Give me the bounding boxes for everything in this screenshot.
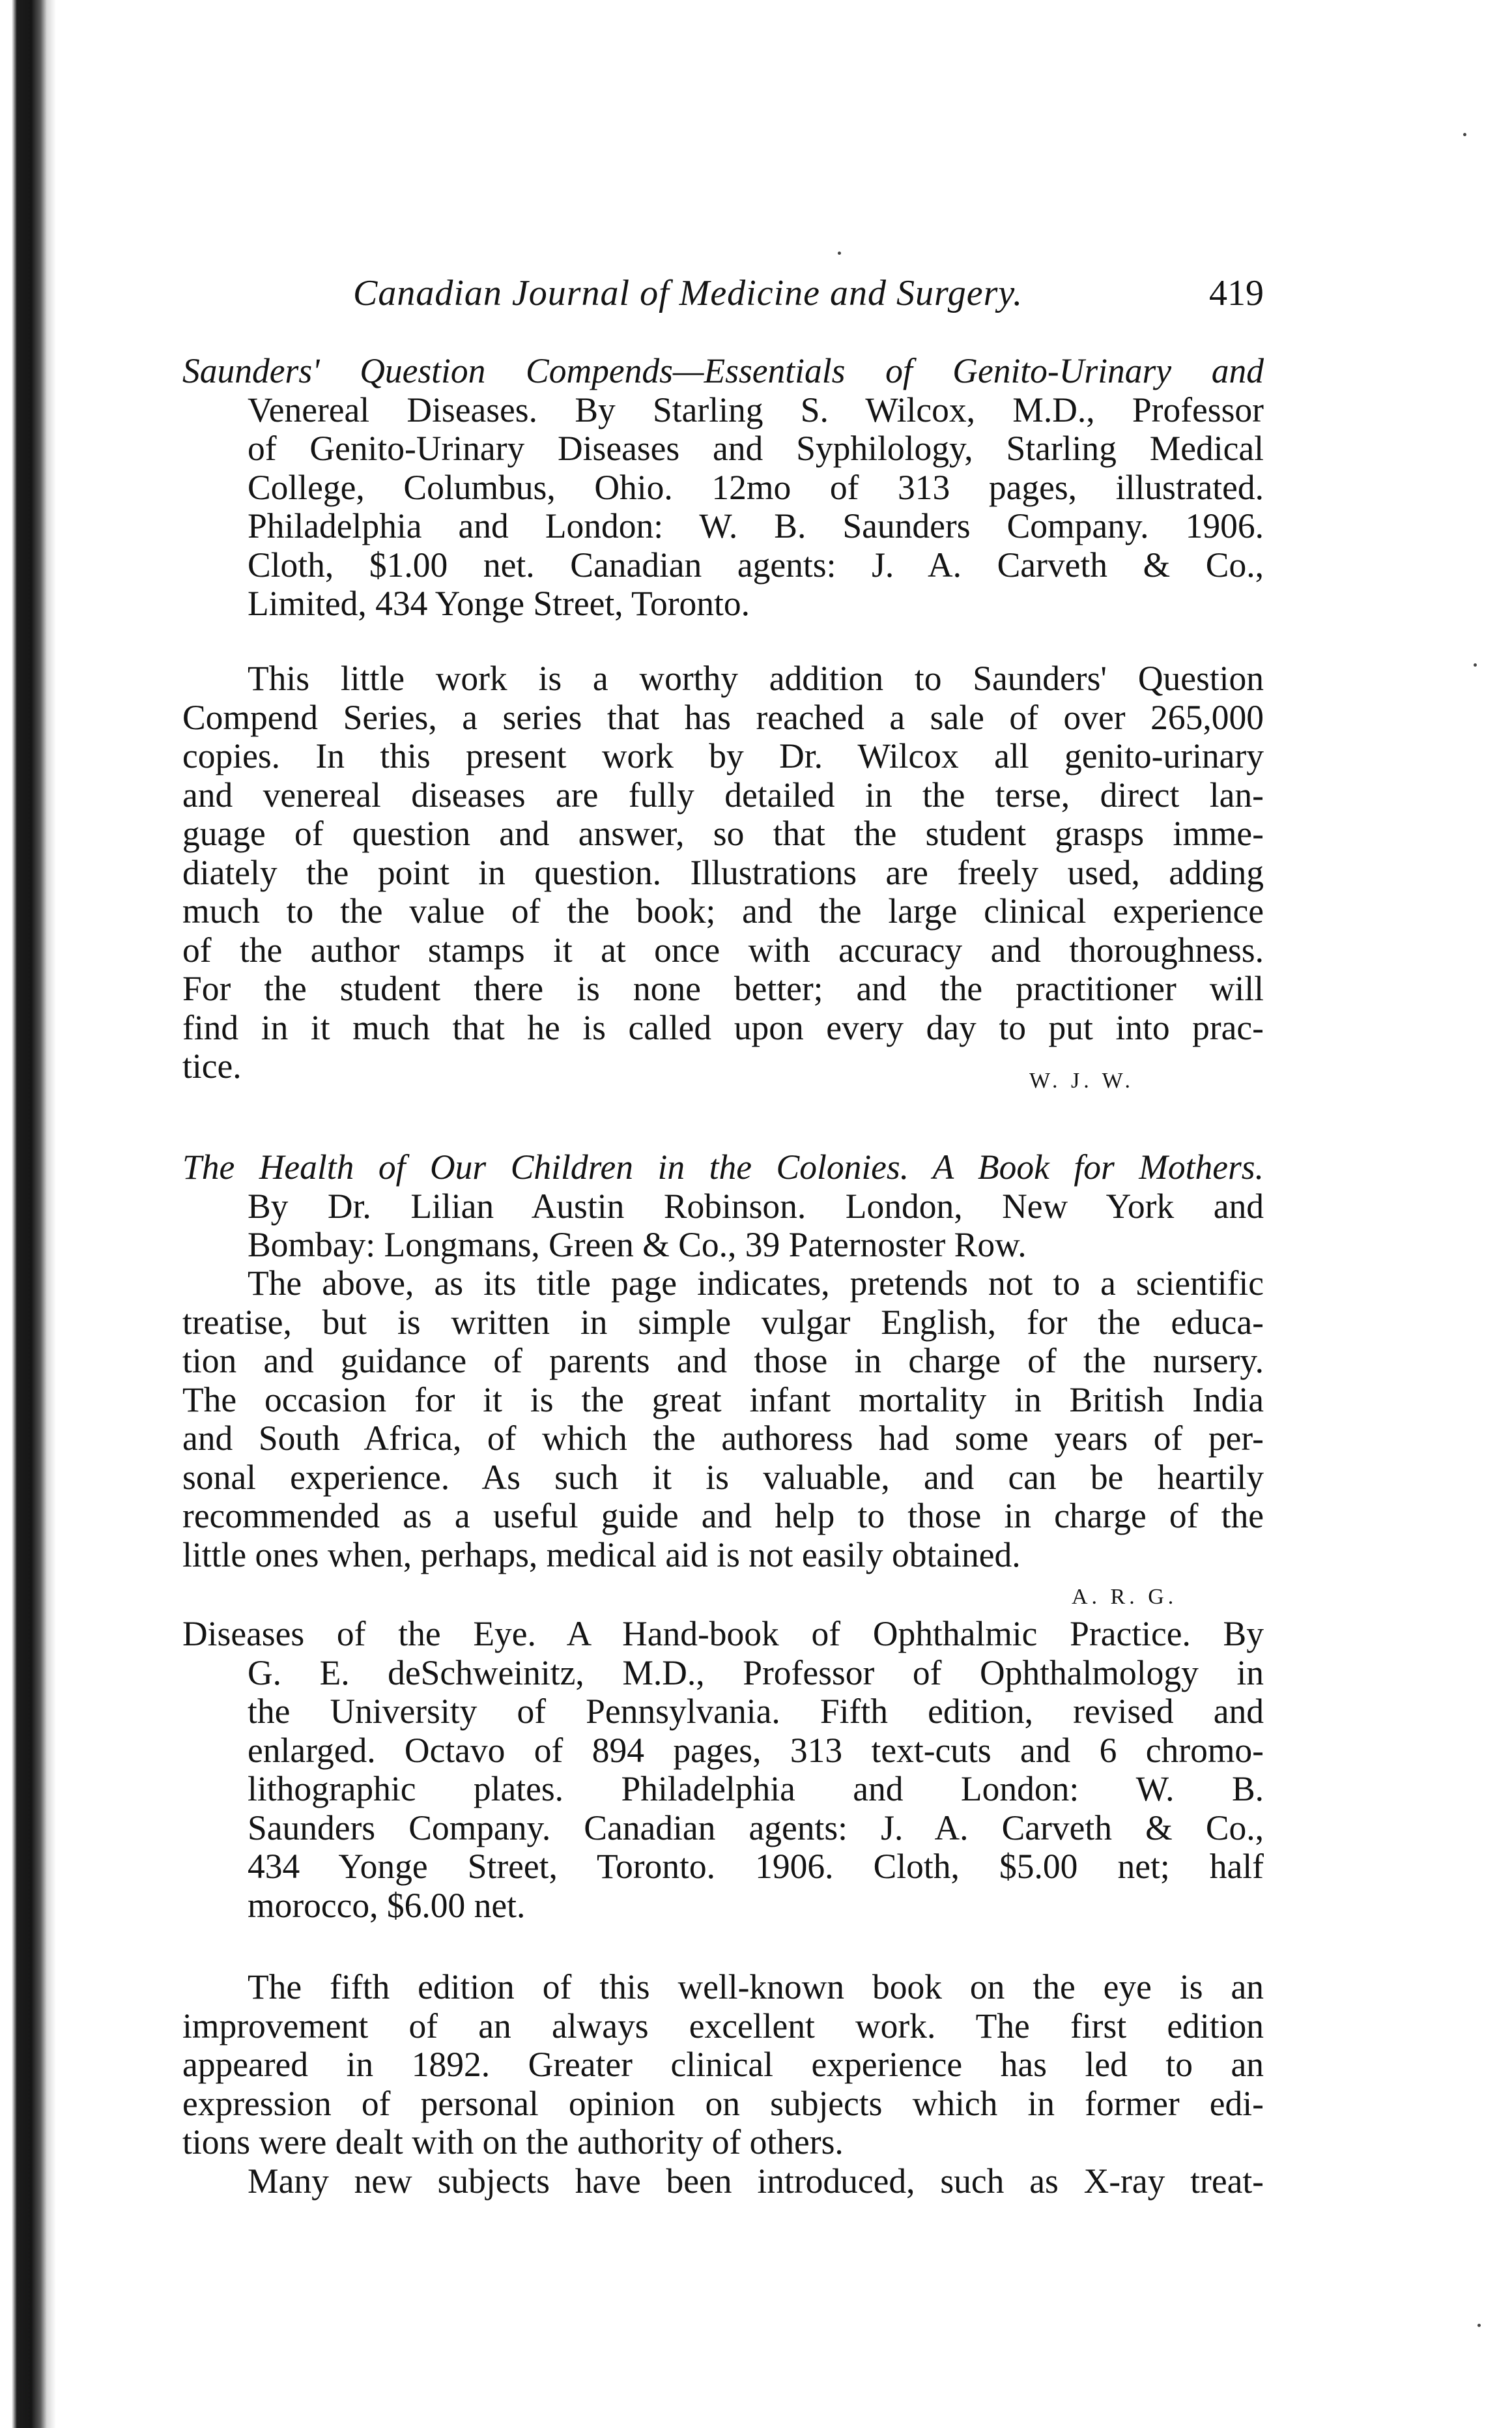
- citation-line: lithographic plates. Philadelphia and London: W. B.: [248, 1769, 1264, 1808]
- scan-speck: [838, 252, 841, 255]
- citation-line: The Health of Our Children in the Colonies. A Book for Mothers.: [182, 1148, 1264, 1187]
- citation-line: the University of Pennsylvania. Fifth edition, revised and: [248, 1692, 1264, 1731]
- body-line: guage of question and answer, so that the student grasps imme-: [182, 814, 1264, 853]
- citation-line: Diseases of the Eye. A Hand-book of Ophthalmic Practice. By: [182, 1614, 1264, 1653]
- body-line: diately the point in question. Illustrations are freely used, adding: [182, 852, 1264, 892]
- review-2-citation: [182, 1148, 1264, 1265]
- review-1-body: [182, 659, 1264, 1086]
- review-1-signature: W. J. W.: [1029, 1069, 1135, 1093]
- body-line: recommended as a useful guide and help to those in charge of the: [182, 1496, 1264, 1535]
- review-2-body: [182, 1264, 1264, 1574]
- body-line: find in it much that he is called upon every day to put into prac-: [182, 1007, 1264, 1047]
- citation-line: Saunders Company. Canadian agents: J. A. Carveth & Co.,: [248, 1808, 1264, 1847]
- citation-line: morocco, $6.00 net.: [248, 1885, 526, 1925]
- body-line: For the student there is none better; and the practitioner will: [182, 969, 1264, 1008]
- citation-line: College, Columbus, Ohio. 12mo of 313 pages, illustrated.: [248, 467, 1264, 507]
- body-line: Compend Series, a series that has reached a sale of over 265,000: [182, 697, 1264, 737]
- review-3-body: [182, 1968, 1264, 2201]
- citation-line: 434 Yonge Street, Toronto. 1906. Cloth, $5.00 net; half: [248, 1847, 1264, 1886]
- body-line: much to the value of the book; and the large clinical experience: [182, 891, 1264, 931]
- body-line: and South Africa, of which the authoress had some years of per-: [182, 1419, 1264, 1458]
- body-line: This little work is a worthy addition to Saunders' Question: [248, 659, 1264, 698]
- citation-line: of Genito-Urinary Diseases and Syphilology, Starling Medical: [248, 429, 1264, 468]
- citation-line: Limited, 434 Yonge Street, Toronto.: [248, 584, 750, 623]
- citation-line: enlarged. Octavo of 894 pages, 313 text-cuts and 6 chromo-: [248, 1730, 1264, 1770]
- citation-line: Philadelphia and London: W. B. Saunders Company. 1906.: [248, 506, 1264, 545]
- body-line: copies. In this present work by Dr. Wilcox all genito-urinary: [182, 736, 1264, 775]
- scan-speck: [1463, 133, 1466, 136]
- page-number: 419: [1209, 273, 1264, 313]
- body-line: and venereal diseases are fully detailed in the terse, direct lan-: [182, 775, 1264, 815]
- body-line: The above, as its title page indicates, pretends not to a scientific: [248, 1264, 1264, 1303]
- body-line: treatise, but is written in simple vulgar English, for the educa-: [182, 1302, 1264, 1342]
- body-line: of the author stamps it at once with accuracy and thoroughness.: [182, 930, 1264, 970]
- body-line: expression of personal opinion on subjects which in former edi-: [182, 2083, 1264, 2123]
- page-header: [182, 272, 1264, 331]
- review-1-citation: [182, 352, 1264, 624]
- body-line: improvement of an always excellent work. The first edition: [182, 2006, 1264, 2045]
- citation-line: Venereal Diseases. By Starling S. Wilcox, M.D., Professor: [248, 390, 1264, 429]
- body-line: little ones when, perhaps, medical aid is not easily obtained.: [182, 1535, 1021, 1574]
- citation-line: Cloth, $1.00 net. Canadian agents: J. A. Carveth & Co.,: [248, 545, 1264, 585]
- body-line: appeared in 1892. Greater clinical experience has led to an: [182, 2045, 1264, 2084]
- review-2-signature: A. R. G.: [1072, 1585, 1178, 1609]
- body-line: The occasion for it is the great infant mortality in British India: [182, 1380, 1264, 1419]
- citation-line: G. E. deSchweinitz, M.D., Professor of Ophthalmology in: [248, 1653, 1264, 1692]
- body-line: Many new subjects have been introduced, such as X-ray treat-: [248, 2161, 1264, 2201]
- body-line: tions were dealt with on the authority of others.: [182, 2122, 844, 2161]
- body-line: The fifth edition of this well-known book on the eye is an: [248, 1967, 1264, 2006]
- citation-line: By Dr. Lilian Austin Robinson. London, New York and: [248, 1186, 1264, 1226]
- citation-line: Saunders' Question Compends—Essentials of Genito-Urinary and: [182, 351, 1264, 390]
- scan-speck: [1474, 663, 1477, 667]
- review-3-citation: [182, 1615, 1264, 1925]
- running-title: Canadian Journal of Medicine and Surgery.: [353, 273, 1023, 313]
- body-line: tice.: [182, 1047, 242, 1086]
- citation-line: Bombay: Longmans, Green & Co., 39 Paternoster Row.: [248, 1225, 1027, 1264]
- body-line: tion and guidance of parents and those in charge of the nursery.: [182, 1341, 1264, 1380]
- scan-speck: [1477, 2324, 1481, 2327]
- body-line: sonal experience. As such it is valuable, and can be heartily: [182, 1457, 1264, 1497]
- scanned-binding-edge: [0, 0, 56, 2428]
